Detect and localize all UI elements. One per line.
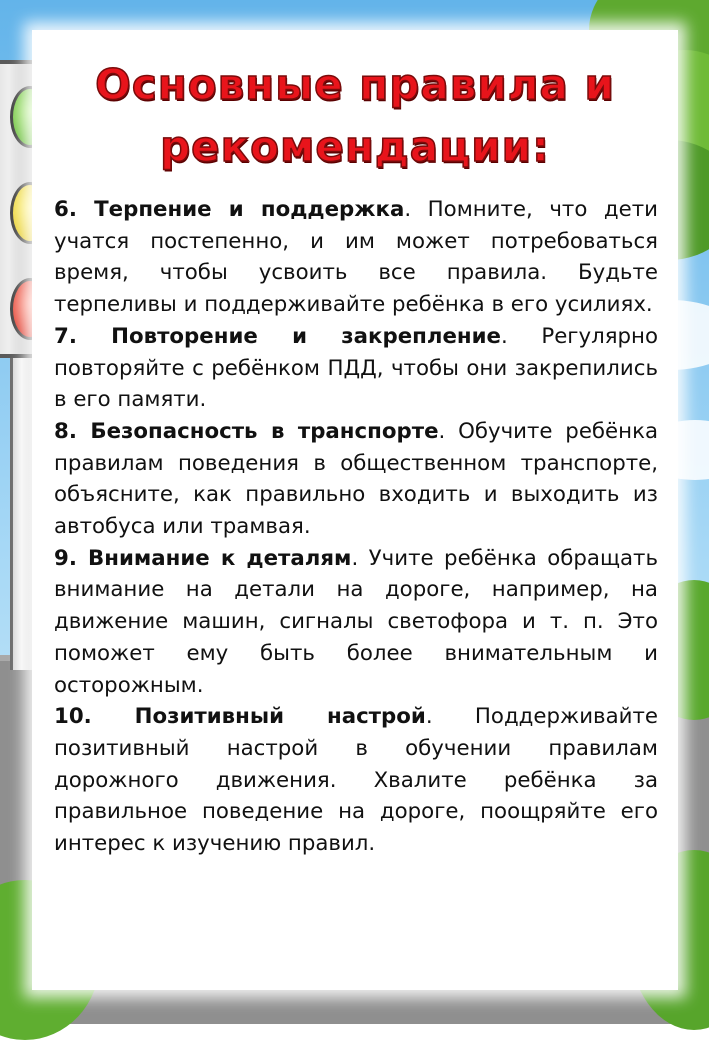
rule-heading: 7. Повторение и закрепление (54, 323, 501, 349)
rule-heading: 9. Внимание к деталям (54, 545, 352, 571)
page-title: Основные правила и рекомендации: (95, 60, 615, 171)
rule-text: . Учите ребёнка обращать внимание на детали на дороге, например, на движение машин, сигналы светофора и т. п. Это поможет ему быть более внимательным и осторожным. (54, 545, 659, 698)
rule-heading: 8. Безопасность в транспорте (54, 418, 439, 444)
rule-item (54, 194, 658, 321)
rules-list (54, 194, 658, 860)
rule-heading: 6. Терпение и поддержка (54, 197, 405, 222)
rule-item (54, 543, 658, 702)
rule-item (54, 321, 658, 416)
content-card (32, 30, 678, 990)
rule-text: . Обучите ребёнка правилам поведения в общественном транспорте, объясните, как правильно входить и выходить из автобуса или трамвая. (54, 418, 658, 540)
rule-heading: 10. Позитивный настрой (54, 704, 426, 730)
rule-text: . Регулярно повторяйте с ребёнком ПДД, чтобы они закрепились в его памяти. (54, 323, 658, 413)
rule-text: . Поддерживайте позитивный настрой в обучении правилам дорожного движения. Хвалите ребёнка за правильное поведение на дороге, поощряйте его интерес к изучению правил. (54, 704, 658, 857)
rule-item (54, 416, 658, 543)
rule-text: . Помните, что дети учатся постепенно, и им может потребоваться время, чтобы усвоить все правила. Будьте терпеливы и поддерживайте ребёнка в его усилиях. (54, 197, 658, 318)
rule-item (54, 701, 658, 860)
